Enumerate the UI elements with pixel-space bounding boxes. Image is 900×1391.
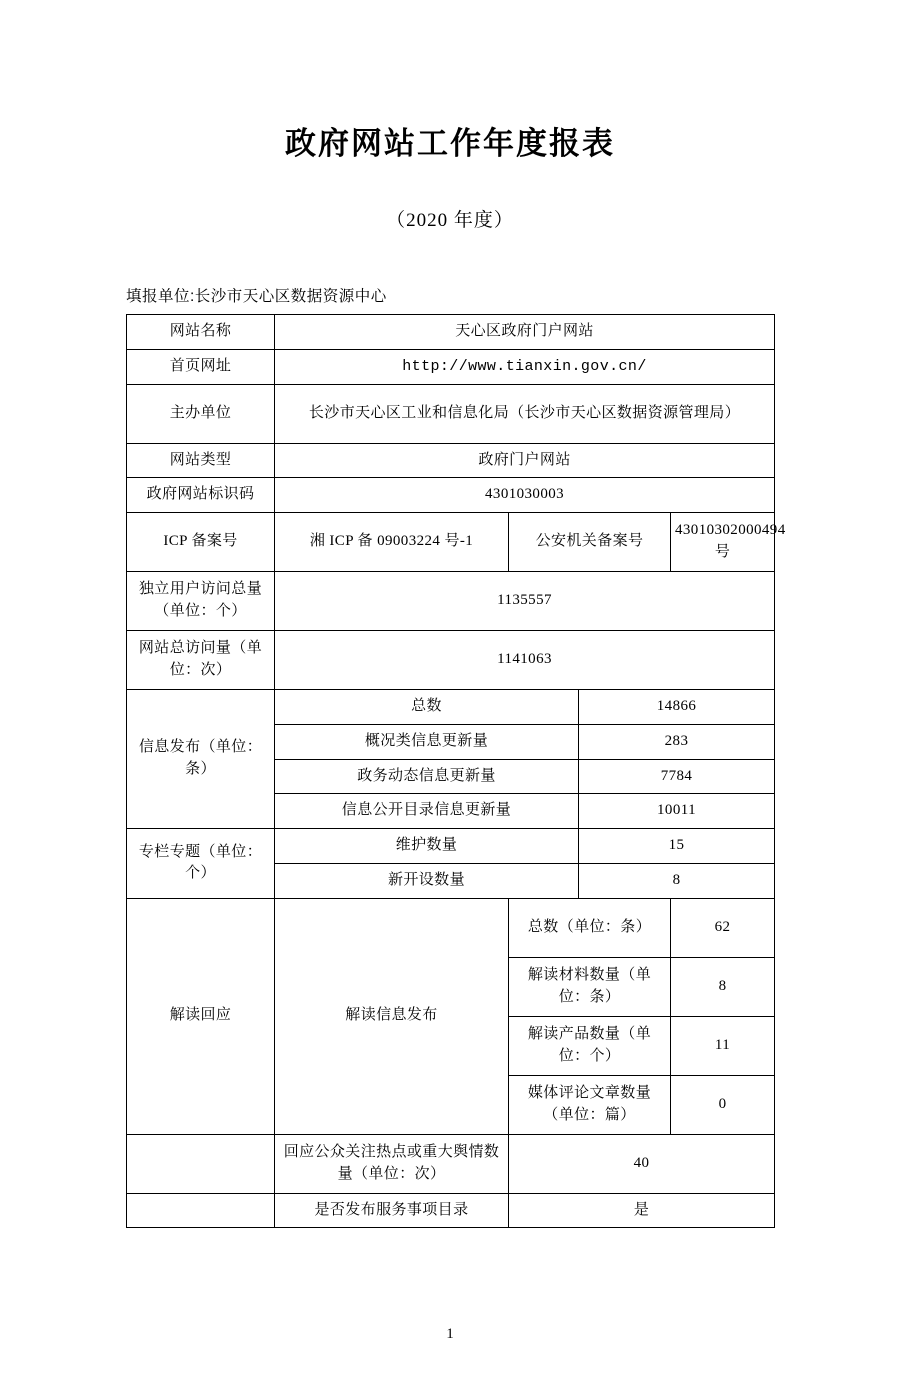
site-code-value: 4301030003 xyxy=(275,478,775,513)
police-record-label: 公安机关备案号 xyxy=(509,513,671,572)
empty-cell xyxy=(127,1193,275,1228)
icp-value: 湘 ICP 备 09003224 号-1 xyxy=(275,513,509,572)
service-directory-label: 是否发布服务事项目录 xyxy=(275,1193,509,1228)
table-row xyxy=(127,898,775,957)
publish-item-value: 14866 xyxy=(579,690,775,725)
table-row xyxy=(127,690,775,725)
interpret-item-value: 0 xyxy=(671,1075,775,1134)
site-name-value: 天心区政府门户网站 xyxy=(275,315,775,350)
total-visits-label: 网站总访问量（单位：次） xyxy=(127,631,275,690)
site-type-value: 政府门户网站 xyxy=(275,443,775,478)
interpret-publish-label: 解读信息发布 xyxy=(275,898,509,1134)
unique-visitors-label: 独立用户访问总量（单位：个） xyxy=(127,572,275,631)
interpret-item-value: 8 xyxy=(671,957,775,1016)
sponsor-value: 长沙市天心区工业和信息化局（长沙市天心区数据资源管理局） xyxy=(275,384,775,443)
interpret-item-label: 解读产品数量（单位：个） xyxy=(509,1016,671,1075)
service-directory-value: 是 xyxy=(509,1193,775,1228)
publish-item-label: 概况类信息更新量 xyxy=(275,724,579,759)
page-subtitle: （2020 年度） xyxy=(386,210,514,231)
unique-visitors-value: 1135557 xyxy=(275,572,775,631)
document-page xyxy=(0,118,900,1391)
homepage-value: http://www.tianxin.gov.cn/ xyxy=(275,349,775,384)
column-topic-item-label: 维护数量 xyxy=(275,829,579,864)
column-topic-item-label: 新开设数量 xyxy=(275,863,579,898)
publish-item-label: 政务动态信息更新量 xyxy=(275,759,579,794)
table-row xyxy=(127,631,775,690)
site-code-label: 政府网站标识码 xyxy=(127,478,275,513)
publish-item-value: 283 xyxy=(579,724,775,759)
table-row xyxy=(127,1193,775,1228)
sponsor-label: 主办单位 xyxy=(127,384,275,443)
table-row xyxy=(127,443,775,478)
publish-item-value: 10011 xyxy=(579,794,775,829)
hotspot-response-value: 40 xyxy=(509,1134,775,1193)
table-row xyxy=(127,349,775,384)
page-title: 政府网站工作年度报表 xyxy=(285,126,615,161)
site-type-label: 网站类型 xyxy=(127,443,275,478)
publish-item-label: 信息公开目录信息更新量 xyxy=(275,794,579,829)
homepage-label: 首页网址 xyxy=(127,349,275,384)
hotspot-response-label: 回应公众关注热点或重大舆情数量（单位：次） xyxy=(275,1134,509,1193)
table-row xyxy=(127,513,775,572)
table-row xyxy=(127,829,775,864)
interpret-item-label: 解读材料数量（单位：条） xyxy=(509,957,671,1016)
column-topic-label: 专栏专题（单位：个） xyxy=(127,829,275,899)
interpret-item-label: 媒体评论文章数量（单位：篇） xyxy=(509,1075,671,1134)
column-topic-item-value: 15 xyxy=(579,829,775,864)
empty-cell xyxy=(127,1134,275,1193)
page-number: 1 xyxy=(446,1326,454,1342)
interpret-item-label: 总数（单位：条） xyxy=(509,898,671,957)
interpret-item-value: 62 xyxy=(671,898,775,957)
interpret-response-label: 解读回应 xyxy=(127,898,275,1134)
total-visits-value: 1141063 xyxy=(275,631,775,690)
annual-report-table xyxy=(126,314,786,1228)
publish-label: 信息发布（单位：条） xyxy=(127,690,275,829)
police-record-value: 43010302000494 号 xyxy=(671,513,775,572)
site-name-label: 网站名称 xyxy=(127,315,275,350)
table-row xyxy=(127,384,775,443)
table-row xyxy=(127,478,775,513)
column-topic-item-value: 8 xyxy=(579,863,775,898)
publish-item-value: 7784 xyxy=(579,759,775,794)
filer-unit-label: 填报单位:长沙市天心区数据资源中心 xyxy=(126,288,387,305)
table-row xyxy=(127,315,775,350)
publish-item-label: 总数 xyxy=(275,690,579,725)
icp-label: ICP 备案号 xyxy=(127,513,275,572)
interpret-item-value: 11 xyxy=(671,1016,775,1075)
table-row xyxy=(127,572,775,631)
table-row xyxy=(127,1134,775,1193)
